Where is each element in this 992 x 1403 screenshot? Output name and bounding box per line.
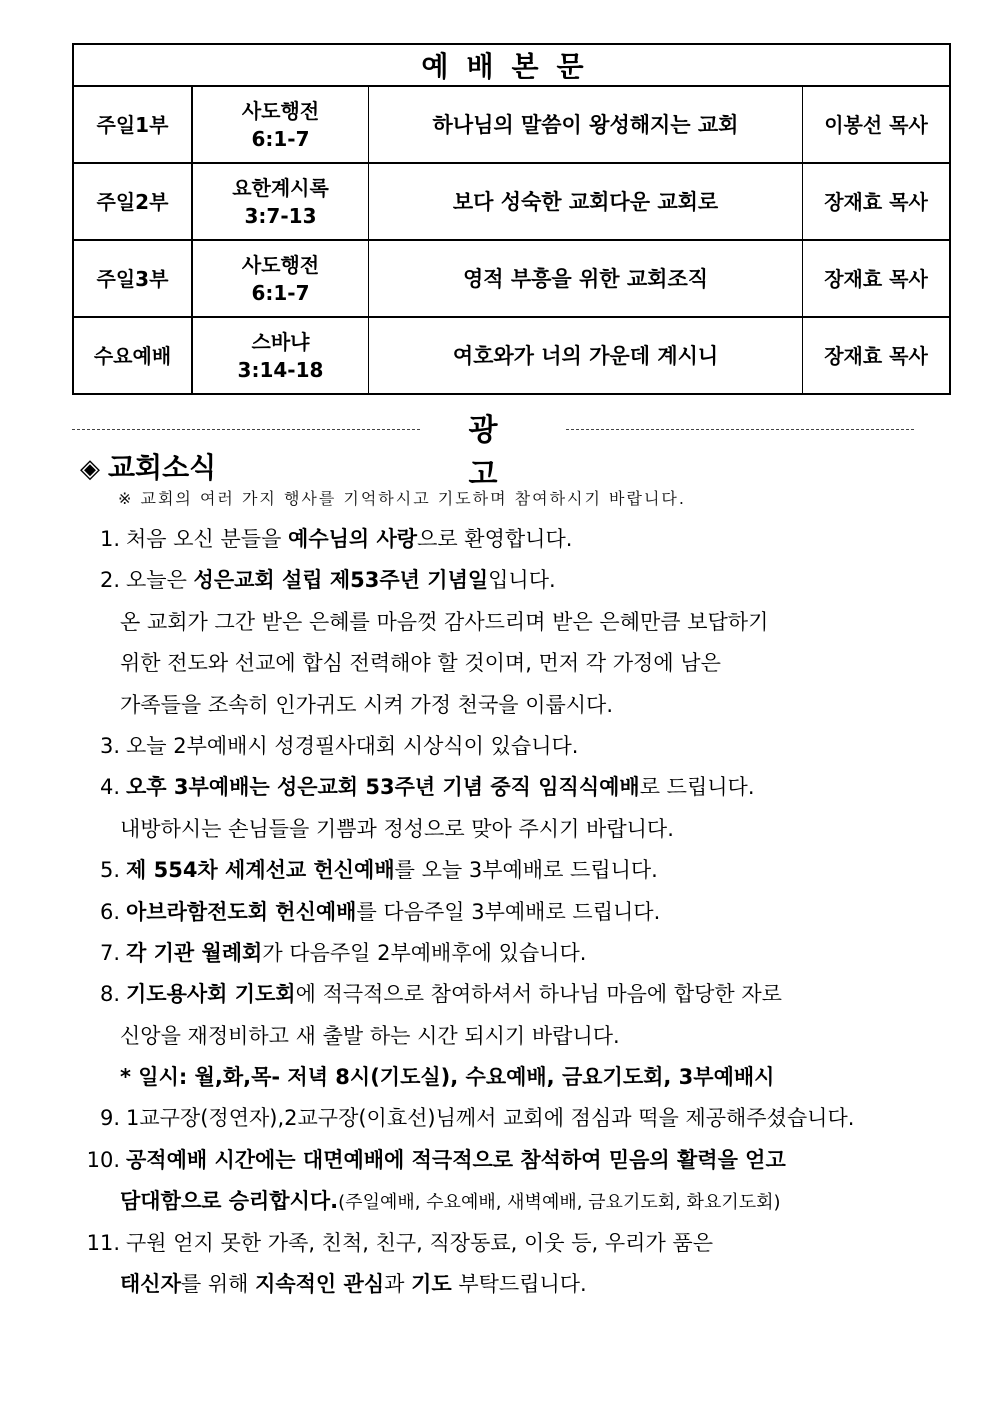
list-item <box>74 895 954 936</box>
item-text: 내방하시는 손님들을 기쁨과 정성으로 맞아 주시기 바랍니다. <box>120 816 674 841</box>
service-cell: 수요예배 <box>73 317 192 394</box>
list-item <box>74 1019 954 1060</box>
item-number: 3. <box>99 733 120 758</box>
service-cell: 주일1부 <box>73 86 192 163</box>
list-item <box>74 770 954 811</box>
item-text: 처음 오신 분들을 <box>126 527 289 551</box>
item-number: 1. <box>99 527 120 551</box>
item-emphasis: 각 기관 월례회 <box>126 940 263 965</box>
item-number: 11. <box>86 1230 120 1255</box>
item-text: 를 다음주일 3부예배로 드립니다. <box>356 899 661 924</box>
divider <box>72 429 420 430</box>
table-row <box>73 240 950 317</box>
item-text: 에 적극적으로 참여하셔서 하나님 마음에 합당한 자로 <box>295 982 782 1007</box>
item-text: 로 드립니다. <box>639 775 755 800</box>
worship-table <box>72 43 951 395</box>
divider <box>566 429 914 430</box>
service-cell: 주일2부 <box>73 163 192 240</box>
section-title-text: 교회소식 <box>108 451 217 484</box>
item-number: 6. <box>99 899 120 924</box>
list-item <box>74 1101 954 1142</box>
item-text: 으로 환영합니다. <box>417 527 573 551</box>
item-number: 5. <box>99 858 120 883</box>
sermon-title-cell: 하나님의 말씀이 왕성해지는 교회 <box>369 86 803 163</box>
list-item <box>74 605 954 646</box>
item-emphasis: 아브라함전도회 헌신예배 <box>126 899 357 924</box>
list-item <box>74 1226 954 1267</box>
table-row <box>73 86 950 163</box>
item-text: 신앙을 재정비하고 새 출발 하는 시간 되시기 바랍니다. <box>120 1023 620 1048</box>
scripture-cell: 스바냐 3:14-18 <box>192 317 369 394</box>
item-number: 8. <box>99 982 120 1007</box>
scripture-cell: 사도행전 6:1-7 <box>192 240 369 317</box>
item-text: 부탁드립니다. <box>451 1272 587 1297</box>
item-text: (주일예배, 수요예배, 새벽예배, 금요기도회, 화요기도회) <box>338 1192 781 1214</box>
item-number: 9. <box>99 1106 120 1131</box>
scripture-cell: 사도행전 6:1-7 <box>192 86 369 163</box>
item-emphasis: 공적예배 시간에는 대면예배에 적극적으로 참석하여 믿음의 활력을 얻고 <box>126 1147 786 1172</box>
item-text: 온 교회가 그간 받은 은혜를 마음껏 감사드리며 받은 은혜만큼 보답하기 <box>120 609 769 634</box>
item-emphasis: 예수님의 사랑 <box>288 527 418 551</box>
pastor-cell: 이봉선 목사 <box>803 86 951 163</box>
item-number: 4. <box>99 775 120 800</box>
item-emphasis: 담대함으로 승리합시다. <box>120 1189 339 1214</box>
item-text: 입니다. <box>488 568 556 593</box>
item-number: 2. <box>99 568 120 593</box>
list-item <box>74 1184 954 1225</box>
list-item <box>74 1143 954 1184</box>
list-item <box>74 646 954 687</box>
pastor-cell: 장재효 목사 <box>803 317 951 394</box>
table-row <box>73 317 950 394</box>
item-text: 를 위해 <box>180 1272 256 1297</box>
item-text: 구원 얻지 못한 가족, 친척, 친구, 직장동료, 이웃 등, 우리가 품은 <box>126 1230 713 1255</box>
announcement-list <box>74 522 954 1308</box>
table-row <box>73 163 950 240</box>
item-text: 과 <box>384 1272 412 1297</box>
list-item <box>74 853 954 894</box>
pastor-cell: 장재효 목사 <box>803 240 951 317</box>
note-text: ※ 교회의 여러 가지 행사를 기억하시고 기도하며 참여하시기 바랍니다. <box>118 489 686 508</box>
sermon-title-cell: 영적 부흥을 위한 교회조직 <box>369 240 803 317</box>
service-cell: 주일3부 <box>73 240 192 317</box>
list-item <box>74 522 954 563</box>
ads-title: 광고 <box>468 413 538 492</box>
list-item <box>74 1060 954 1101</box>
list-item <box>74 977 954 1018</box>
sermon-title-cell: 여호와가 너의 가운데 계시니 <box>369 317 803 394</box>
item-text: 가족들을 조속히 인가귀도 시켜 가정 천국을 이룹시다. <box>120 692 614 717</box>
worship-title: 예배본문 <box>73 44 950 86</box>
item-text: 오늘은 <box>126 568 194 593</box>
pastor-cell: 장재효 목사 <box>803 163 951 240</box>
section-title <box>80 446 216 486</box>
list-item <box>74 936 954 977</box>
item-text: 를 오늘 3부예배로 드립니다. <box>394 858 658 883</box>
item-number: 7. <box>99 940 120 965</box>
item-emphasis: 기도 <box>411 1272 452 1297</box>
item-text: 가 다음주일 2부예배후에 있습니다. <box>262 940 587 965</box>
item-emphasis: 기도용사회 기도회 <box>126 982 296 1007</box>
item-emphasis: 태신자 <box>120 1272 181 1297</box>
item-text: 1교구장(정연자),2교구장(이효선)님께서 교회에 점심과 떡을 제공해주셨습니다. <box>126 1106 855 1131</box>
item-emphasis: * 일시: 월,화,목- 저녁 8시(기도실), 수요예배, 금요기도회, 3부예배시 <box>120 1065 775 1090</box>
item-emphasis: 성은교회 설립 제53주년 기념일 <box>193 568 489 593</box>
list-item <box>74 1267 954 1308</box>
scripture-cell: 요한계시록 3:7-13 <box>192 163 369 240</box>
diamond-icon: ◈ <box>80 454 100 484</box>
item-emphasis: 지속적인 관심 <box>255 1272 385 1297</box>
list-item <box>74 729 954 770</box>
item-number: 10. <box>86 1147 120 1172</box>
item-text: 위한 전도와 선교에 합심 전력해야 할 것이며, 먼저 각 가정에 남은 <box>120 651 721 676</box>
item-emphasis: 오후 3부예배는 성은교회 53주년 기념 중직 임직식예배 <box>126 775 640 800</box>
list-item <box>74 688 954 729</box>
list-item <box>74 812 954 853</box>
item-text: 오늘 2부예배시 성경필사대회 시상식이 있습니다. <box>126 733 579 758</box>
item-emphasis: 제 554차 세계선교 헌신예배 <box>126 858 395 883</box>
sermon-title-cell: 보다 성숙한 교회다운 교회로 <box>369 163 803 240</box>
list-item <box>74 563 954 604</box>
